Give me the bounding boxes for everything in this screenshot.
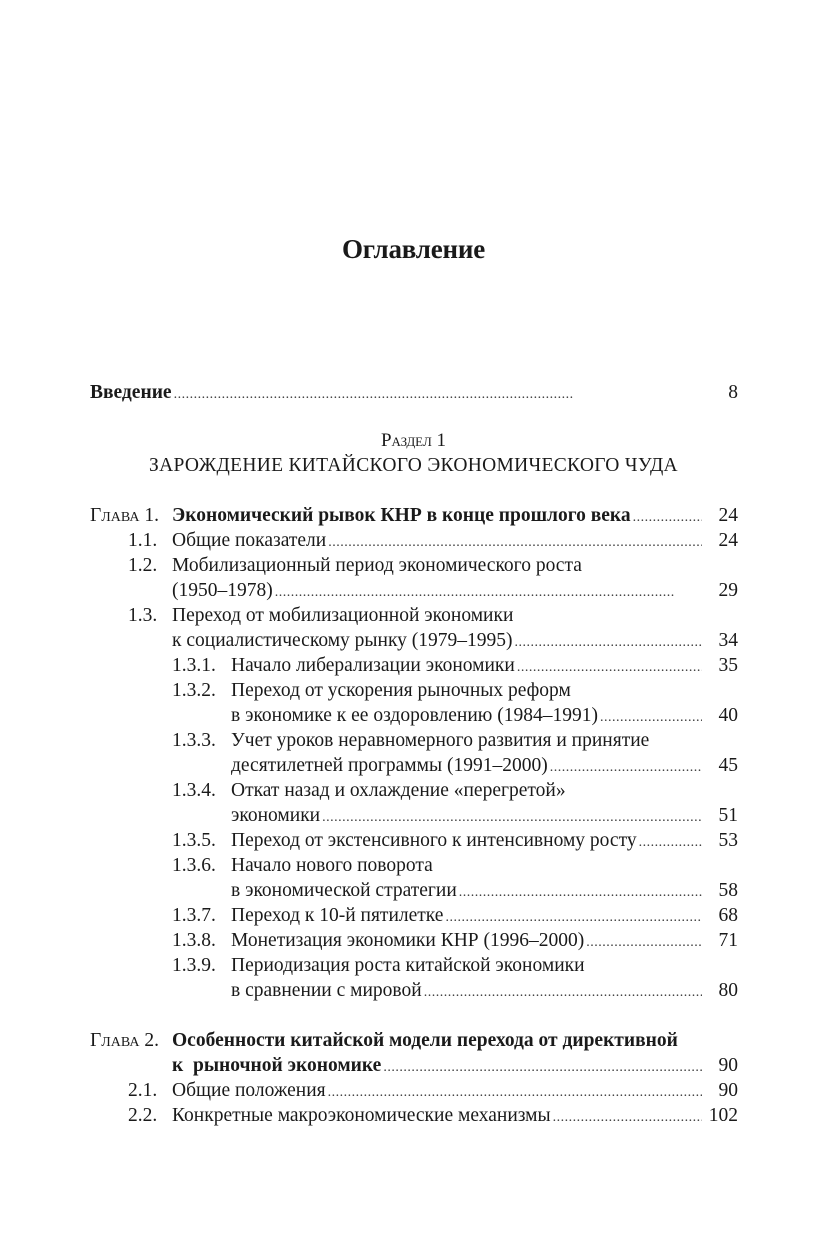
- leader-dots: [320, 805, 702, 829]
- s2-1-page: 90: [718, 1080, 738, 1101]
- s1-2-line2: (1950–1978): [172, 580, 273, 601]
- leader-dots: [598, 705, 702, 729]
- s1-3-page: 34: [718, 630, 738, 651]
- s1-2-page: 29: [718, 580, 738, 601]
- toc-entry-chapter1[interactable]: [172, 503, 702, 529]
- chapter1-label: Глава 1.: [90, 505, 159, 526]
- leader-dots: [422, 980, 702, 1004]
- s1-3-7-num: 1.3.7.: [172, 905, 216, 926]
- s2-1-title: Общие положения: [172, 1080, 326, 1101]
- leader-dots: [584, 930, 702, 954]
- leader-dots: [326, 1080, 702, 1104]
- toc-entry-1-3-1[interactable]: [231, 653, 702, 679]
- s1-3-8-title: Монетизация экономики КНР (1996–2000): [231, 930, 585, 951]
- s1-3-num: 1.3.: [128, 605, 158, 626]
- chapter2-line2: к рыночной экономике: [172, 1055, 382, 1076]
- s1-3-3-line2: десятилетней программы (1991–2000): [231, 755, 548, 776]
- s2-1-num: 2.1.: [128, 1080, 158, 1101]
- chapter2-label: Глава 2.: [90, 1030, 159, 1051]
- s1-3-9-line2: в сравнении с мировой: [231, 980, 422, 1001]
- s1-3-1-page: 35: [718, 655, 738, 676]
- leader-dots: [548, 755, 702, 779]
- s1-3-3-line1: Учет уроков неравномерного развития и принятие: [231, 730, 650, 751]
- leader-dots: [326, 530, 702, 554]
- toc-entry-1-3-9[interactable]: [231, 978, 702, 1004]
- page-title: Оглавление: [342, 234, 485, 264]
- toc-entry-1-3-4[interactable]: [231, 803, 702, 829]
- s2-2-page: 102: [708, 1105, 738, 1126]
- section-title: ЗАРОЖДЕНИЕ КИТАЙСКОГО ЭКОНОМИЧЕСКОГО ЧУДА: [149, 455, 678, 476]
- s1-3-6-num: 1.3.6.: [172, 855, 216, 876]
- s2-2-title: Конкретные макроэкономические механизмы: [172, 1105, 551, 1126]
- s1-3-4-page: 51: [718, 805, 738, 826]
- s1-1-page: 24: [718, 530, 738, 551]
- intro-label: Введение: [90, 382, 172, 403]
- leader-dots: [172, 382, 702, 406]
- toc-entry-1-3-8[interactable]: [231, 928, 702, 954]
- toc-entry-1-2[interactable]: [172, 578, 702, 604]
- chapter1-page: 24: [718, 505, 738, 526]
- chapter1-title: Экономический рывок КНР в конце прошлого века: [172, 505, 631, 526]
- leader-dots: [273, 580, 702, 604]
- section-label: Раздел 1: [380, 430, 447, 451]
- toc-entry-1-3-5[interactable]: [231, 828, 702, 854]
- s1-3-9-page: 80: [718, 980, 738, 1001]
- s1-3-4-line2: экономики: [231, 805, 321, 826]
- leader-dots: [515, 655, 702, 679]
- s1-3-8-page: 71: [718, 930, 738, 951]
- s1-3-4-line1: Откат назад и охлаждение «перегретой»: [231, 780, 566, 801]
- leader-dots: [513, 630, 702, 654]
- s1-1-num: 1.1.: [128, 530, 158, 551]
- s1-3-2-line2: в экономике к ее оздоровлению (1984–1991): [231, 705, 598, 726]
- chapter2-page: 90: [718, 1055, 738, 1076]
- s1-3-2-page: 40: [718, 705, 738, 726]
- s1-3-7-page: 68: [718, 905, 738, 926]
- leader-dots: [381, 1055, 702, 1079]
- toc-entry-1-3-6[interactable]: [231, 878, 702, 904]
- toc-entry-2-2[interactable]: [172, 1103, 702, 1129]
- toc-entry-1-3[interactable]: [172, 628, 702, 654]
- s1-3-1-title: Начало либерализации экономики: [231, 655, 515, 676]
- s1-3-5-title: Переход от экстенсивного к интенсивному росту: [231, 830, 637, 851]
- s1-3-5-num: 1.3.5.: [172, 830, 216, 851]
- toc-entry-1-3-7[interactable]: [231, 903, 702, 929]
- leader-dots: [551, 1105, 702, 1129]
- s1-3-4-num: 1.3.4.: [172, 780, 216, 801]
- s2-2-num: 2.2.: [128, 1105, 158, 1126]
- s1-3-7-title: Переход к 10-й пятилетке: [231, 905, 444, 926]
- s1-1-title: Общие показатели: [172, 530, 327, 551]
- s1-2-num: 1.2.: [128, 555, 158, 576]
- s1-3-9-line1: Периодизация роста китайской экономики: [231, 955, 585, 976]
- toc-entry-2-1[interactable]: [172, 1078, 702, 1104]
- s1-3-6-line1: Начало нового поворота: [231, 855, 433, 876]
- intro-page: 8: [728, 382, 738, 403]
- toc-entry-intro[interactable]: [90, 380, 702, 406]
- s1-3-8-num: 1.3.8.: [172, 930, 216, 951]
- chapter2-line1: Особенности китайской модели перехода от директивной: [172, 1030, 678, 1051]
- s1-3-3-num: 1.3.3.: [172, 730, 216, 751]
- s1-3-2-line1: Переход от ускорения рыночных реформ: [231, 680, 571, 701]
- s1-3-line2: к социалистическому рынку (1979–1995): [172, 630, 513, 651]
- s1-3-6-line2: в экономической стратегии: [231, 880, 457, 901]
- toc-entry-1-3-2[interactable]: [231, 703, 702, 729]
- s1-3-9-num: 1.3.9.: [172, 955, 216, 976]
- toc-entry-1-1[interactable]: [172, 528, 702, 554]
- s1-3-2-num: 1.3.2.: [172, 680, 216, 701]
- s1-3-5-page: 53: [718, 830, 738, 851]
- toc-entry-chapter2[interactable]: [172, 1053, 702, 1079]
- s1-3-3-page: 45: [718, 755, 738, 776]
- s1-3-line1: Переход от мобилизационной экономики: [172, 605, 514, 626]
- leader-dots: [443, 905, 702, 929]
- toc-entry-1-3-3[interactable]: [231, 753, 702, 779]
- leader-dots: [457, 880, 702, 904]
- s1-2-line1: Мобилизационный период экономического роста: [172, 555, 582, 576]
- s1-3-6-page: 58: [718, 880, 738, 901]
- s1-3-1-num: 1.3.1.: [172, 655, 216, 676]
